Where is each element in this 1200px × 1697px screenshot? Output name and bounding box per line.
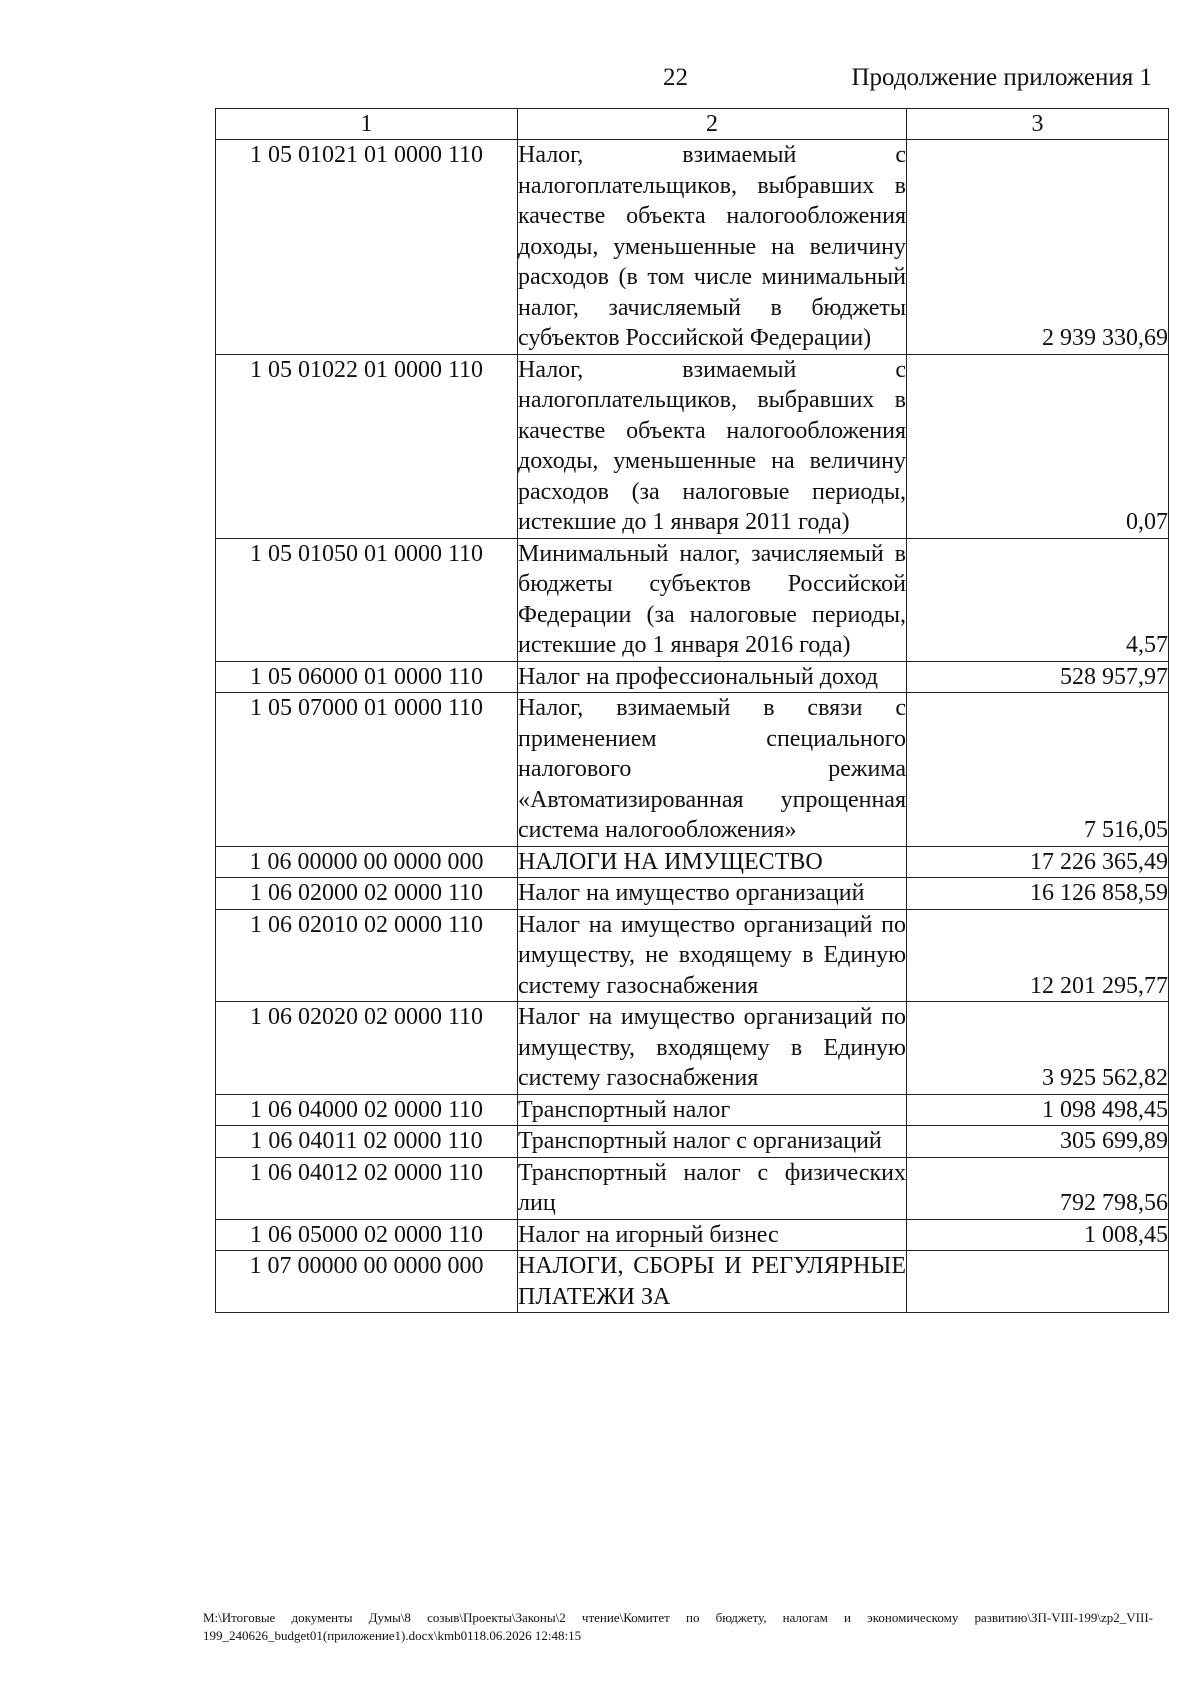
table-row — [216, 1219, 1169, 1251]
budget-code: 1 06 04000 02 0000 110 — [216, 1094, 518, 1126]
revenue-name: НАЛОГИ НА ИМУЩЕСТВО — [518, 846, 907, 878]
revenue-name: Минимальный налог, зачисляемый в бюджеты субъектов Российской Федерации (за налоговые периоды, истекшие до 1 января 2016 года) — [518, 538, 907, 661]
amount: 17 226 365,49 — [907, 846, 1169, 878]
table-row — [216, 693, 1169, 847]
budget-table — [215, 108, 1169, 1313]
column-header-3: 3 — [907, 109, 1169, 140]
column-header-2: 2 — [518, 109, 907, 140]
amount: 2 939 330,69 — [907, 140, 1169, 355]
revenue-name: Налог, взимаемый с налогоплательщиков, выбравших в качестве объекта налогообложения доходы, уменьшенные на величину расходов (за налоговые периоды, истекшие до 1 января 2011 года) — [518, 354, 907, 538]
budget-code: 1 05 01021 01 0000 110 — [216, 140, 518, 355]
amount: 1 008,45 — [907, 1219, 1169, 1251]
amount: 528 957,97 — [907, 661, 1169, 693]
amount: 1 098 498,45 — [907, 1094, 1169, 1126]
table-row — [216, 140, 1169, 355]
amount: 0,07 — [907, 354, 1169, 538]
table-row — [216, 1002, 1169, 1095]
budget-code: 1 06 02000 02 0000 110 — [216, 878, 518, 910]
budget-code: 1 06 04012 02 0000 110 — [216, 1157, 518, 1219]
revenue-name: Налог, взимаемый с налогоплательщиков, выбравших в качестве объекта налогообложения доходы, уменьшенные на величину расходов (в том числе минимальный налог, зачисляемый в бюджеты субъектов Российской Федерации) — [518, 140, 907, 355]
amount: 4,57 — [907, 538, 1169, 661]
amount: 305 699,89 — [907, 1126, 1169, 1158]
table-row — [216, 1251, 1169, 1313]
amount: 3 925 562,82 — [907, 1002, 1169, 1095]
table-row — [216, 661, 1169, 693]
revenue-name: Налог на имущество организаций по имуществу, не входящему в Единую систему газоснабжения — [518, 909, 907, 1002]
file-path-footer: M:\Итоговые документы Думы\8 созыв\Проекты\Законы\2 чтение\Комитет по бюджету, налогам и экономическому развитию\ЗП-VIII-199\zp2_VIII-199_240626_budget01(приложение1).docx\kmb0118.06.2026 12:48:15 — [203, 1610, 1153, 1643]
budget-code: 1 06 00000 00 0000 000 — [216, 846, 518, 878]
table-row — [216, 538, 1169, 661]
amount — [907, 1251, 1169, 1313]
table-row — [216, 354, 1169, 538]
budget-code: 1 07 00000 00 0000 000 — [216, 1251, 518, 1313]
page-number: 22 — [663, 64, 688, 91]
table-row — [216, 1157, 1169, 1219]
table-row — [216, 909, 1169, 1002]
amount: 12 201 295,77 — [907, 909, 1169, 1002]
budget-code: 1 05 07000 01 0000 110 — [216, 693, 518, 847]
budget-code: 1 06 05000 02 0000 110 — [216, 1219, 518, 1251]
table-row — [216, 846, 1169, 878]
column-header-1: 1 — [216, 109, 518, 140]
budget-code: 1 06 02020 02 0000 110 — [216, 1002, 518, 1095]
revenue-name: Налог на игорный бизнес — [518, 1219, 907, 1251]
amount: 792 798,56 — [907, 1157, 1169, 1219]
revenue-name: Транспортный налог — [518, 1094, 907, 1126]
table-row — [216, 878, 1169, 910]
budget-code: 1 05 06000 01 0000 110 — [216, 661, 518, 693]
budget-code: 1 06 04011 02 0000 110 — [216, 1126, 518, 1158]
continuation-label: Продолжение приложения 1 — [851, 64, 1152, 91]
table-header-row — [216, 109, 1169, 140]
revenue-name: Транспортный налог с организаций — [518, 1126, 907, 1158]
budget-code: 1 05 01050 01 0000 110 — [216, 538, 518, 661]
table-row — [216, 1094, 1169, 1126]
amount: 7 516,05 — [907, 693, 1169, 847]
revenue-name: Транспортный налог с физических лиц — [518, 1157, 907, 1219]
revenue-name: Налог на имущество организаций по имуществу, входящему в Единую систему газоснабжения — [518, 1002, 907, 1095]
table-row — [216, 1126, 1169, 1158]
budget-code: 1 05 01022 01 0000 110 — [216, 354, 518, 538]
revenue-name: Налог на профессиональный доход — [518, 661, 907, 693]
revenue-name: НАЛОГИ, СБОРЫ И РЕГУЛЯРНЫЕ ПЛАТЕЖИ ЗА — [518, 1251, 907, 1313]
revenue-name: Налог на имущество организаций — [518, 878, 907, 910]
revenue-name: Налог, взимаемый в связи с применением специального налогового режима «Автоматизированная упрощенная система налогообложения» — [518, 693, 907, 847]
budget-code: 1 06 02010 02 0000 110 — [216, 909, 518, 1002]
amount: 16 126 858,59 — [907, 878, 1169, 910]
